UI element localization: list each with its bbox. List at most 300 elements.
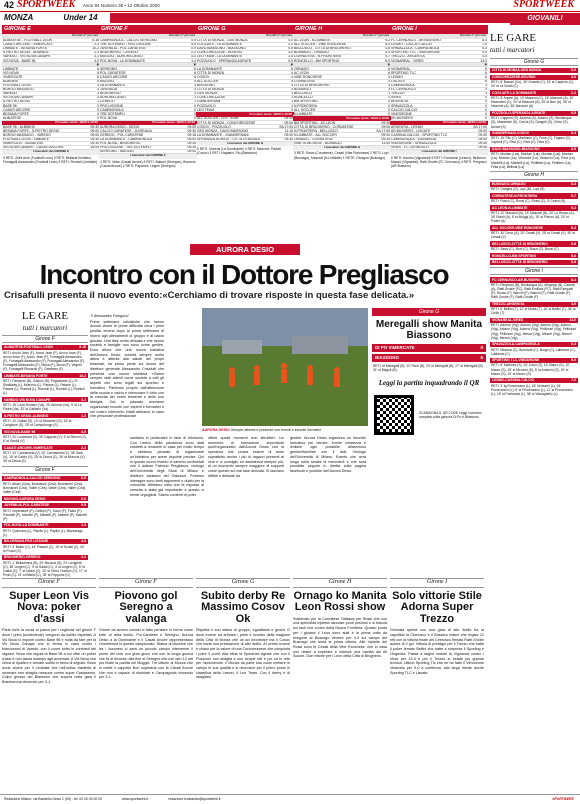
team-points: 3 xyxy=(388,83,390,88)
team-points: 0 xyxy=(388,104,390,108)
team-name: BRUGHERIO xyxy=(100,91,121,96)
girone-results-label: Risultati 2ª giornata xyxy=(293,34,391,39)
next-round-label: Prossimo turno: 18/10 h.10:00 xyxy=(390,121,488,126)
next-match: VIBE RONCHESE - BUSNAGO xyxy=(294,141,342,146)
meregalli-scorers: RETI: st Meregalli (B), 12' Rivoi (B), 20' st Meregalli (B), 27' st Meregalli (B), 31' st Magoli (B). xyxy=(373,364,484,373)
next-time: 09:30 xyxy=(187,145,196,150)
left-girone-label: Girone F xyxy=(2,335,88,343)
team-points: 0 xyxy=(485,116,487,120)
newspaper-logo-right: SPORTWEEK xyxy=(513,0,574,11)
article-column-4 xyxy=(290,436,366,474)
team-points: 0 xyxy=(97,112,99,116)
result-score: 4-0 xyxy=(482,55,487,59)
next-match: BORGO MASSAGO - VAREDO xyxy=(3,133,51,137)
article-kicker: AURORA DESIO xyxy=(190,244,300,255)
result-match: AC LEON - N.LIMBIATE xyxy=(294,38,331,43)
match-scorers: RETI: Quinzano (L), Papilio (L), Papilio (L), Mazzarago (L) xyxy=(3,528,83,537)
next-match: SPERANZA AGRATE - CITTÀ DI MONZA xyxy=(197,137,260,141)
result-match: DAVO BIASSONO - BIASSONO xyxy=(197,46,246,51)
photo-caption xyxy=(202,428,368,432)
match-scorers: RETI: Pergiucci (B), Bevilacqua (A), Mirgiorgi (B), Cairetti (A), Ratti Grodie (FC), Ratti Emiliani (FC), Ratti Esequiel (F), Russo (F), Banchi (F), Banchi (F), Ratti Grodie (F), Ratti Grodie (F), Ratti Grodie (F) xyxy=(491,283,575,300)
story-girone: Girone F xyxy=(99,578,193,588)
match-scorers: RETI: Sassi (C), Boni (C), Buzzi (C), Buzzi (C) xyxy=(491,247,559,252)
page-header xyxy=(0,0,580,12)
next-time: 09:30 xyxy=(187,129,196,133)
team-name: BUSNAGO xyxy=(294,87,311,92)
team-points: 6 xyxy=(485,71,487,75)
team-name: VIGNAREAL xyxy=(391,67,411,71)
next-match: VIS NOVA CANAPE - CASATI ARCORE xyxy=(3,145,64,150)
next-time: 09:30 xyxy=(381,121,390,125)
team-points: 0 xyxy=(194,104,196,108)
team-points: 1 xyxy=(291,104,293,108)
result-match: COGLIATE - LA DOMINANTE xyxy=(197,42,243,47)
match-name: BUSNAGO-ORNAGO xyxy=(492,182,526,187)
next-time: 09:00 xyxy=(478,137,487,141)
match-name: VAREDO-VIS NOVA CANAPE xyxy=(4,397,51,402)
result-score: 0-9 xyxy=(191,38,196,43)
match-score: 0-9 xyxy=(81,476,86,481)
page-number: 42 xyxy=(4,0,15,10)
match-bar xyxy=(490,260,578,265)
team-points: 6 xyxy=(485,75,487,79)
team-name: CASATI ARCORE xyxy=(3,108,31,112)
match-scorers: RETI: 6' Bellini (T), 12' st Motta (T), 16' st Bellini (T), 36' st Cirillo (T) xyxy=(491,307,576,316)
team-points: 6 xyxy=(291,67,293,71)
team-points: 6 xyxy=(194,75,196,79)
next-time: 16:00 xyxy=(90,145,99,150)
match-score: 3-1 xyxy=(81,397,86,402)
team-name: BORGO MASSAGO xyxy=(3,87,34,92)
sidebar-title: LE GARE xyxy=(490,32,537,44)
match-scorers: RETI: Capponi (S), Azzena (S), Adorno (S), Bevilacqua (S), Massimini (S), Cerioli (S), Dangeli (S), Cirico (S), Arzani (S) xyxy=(491,116,572,129)
match-scorers: RETI: Montan (Lat), Montan (Lat), Montan (Lat), Montan (La), Montan (La), Venturini (La), Venturini (La), Riva (La), Mantelli (La), Mantelli (La), Pellittieri (La), Pellitteri (La), Fella (La), Bellinia (La) xyxy=(491,152,576,169)
caption-tag: AURORA DESIO xyxy=(202,428,230,432)
next-time: 09:00 xyxy=(187,149,196,154)
team-points: 3 xyxy=(194,83,196,88)
match-scorers: RETI: Adorno (Vig), Adorno (Vig), Adorno (Vig), Adorno (Vig), Adorno (Vig), Adorno (Vig), Pellizzari (Vig), Pellizzari (Vig), Pellizzari (Vig), Mesori (Vig), Mesori (Vig), Mesori (Vig), Mesori (Vig) xyxy=(491,323,576,340)
scorers-text: 3 RETI: Rossi (Cornatese), Cesati (Vibe Ronchese) 2 RETI: Lupi (Busnago), Mascioli (N.Limbiate) 1 RETE: Ceragna (Busnago) xyxy=(294,151,389,160)
team-points: 0 xyxy=(485,108,487,112)
match-score: 3-0 xyxy=(571,75,576,79)
match-name: CAMPAGNOLA-CALCIO SEREGNO xyxy=(4,476,61,481)
match-score: 9-2 xyxy=(571,205,576,210)
footer-left: Redazione Milano: via Bandello Desio 1 (MI) - tel. 02 00 00 00 00 xyxy=(4,797,103,802)
next-time: 09:00 xyxy=(90,133,99,137)
team-name: ARGENTIA xyxy=(391,100,409,104)
team-name: VIMERCATE xyxy=(3,75,23,79)
result-match: ALL SOCCER - VIBE RONCHESE xyxy=(294,42,347,47)
team-points: 4 xyxy=(291,75,293,79)
result-match: JUVENILIA - POL.CARATESE xyxy=(100,46,146,51)
team-name: BELLUSCO xyxy=(294,91,313,96)
next-time: 11:00 xyxy=(381,141,390,146)
team-points: 4 xyxy=(291,79,293,83)
score-row-1: DI PO VIMERCATE 0 xyxy=(372,344,486,352)
girone-title: GIRONE E xyxy=(2,25,100,34)
match-scorers: RETI: 15' Loza Romero (Va), 20' Amonio (Va), 5' st La Pietra (Va), 20' st Galliano (Va) xyxy=(3,402,82,412)
team-name: BESANA FORTE xyxy=(3,112,29,116)
story-title: Ornago ko Manita Leon Rossi show xyxy=(293,589,387,614)
next-match: ALL SOCCER - LEO TEAM xyxy=(197,117,239,121)
story-block xyxy=(293,578,387,659)
next-match: CALCIO CARATESE - JUVENILIA xyxy=(100,129,152,133)
next-match: ARGENTIA - LESMO xyxy=(391,125,424,129)
match-name: SPAVAZZOLA-CAMPAGNOLA xyxy=(492,342,540,347)
girone-block xyxy=(387,25,488,169)
match-bar xyxy=(490,68,578,73)
team-name: CEREDO xyxy=(100,100,115,104)
match-score: 3-4 xyxy=(571,182,576,187)
category-title: Under 14 xyxy=(63,13,98,22)
team-points: 0 xyxy=(194,116,196,120)
next-match: AURORA DESIO - DESIO xyxy=(100,125,140,129)
match-name: BR.CERIANI-PRO LISSONE xyxy=(4,539,49,544)
team-name: LA DOMINANTE xyxy=(197,67,223,71)
team-points: 1 xyxy=(291,95,293,100)
team-name: FOOTBALL LEON xyxy=(3,83,31,88)
result-match: ALBIATESE - FOOTBALL LEON xyxy=(3,38,52,43)
classifica-table xyxy=(390,67,488,120)
team-name: N.FRONTIERA xyxy=(294,104,317,108)
team-photo xyxy=(202,308,368,426)
team-name: AURORA DESIO xyxy=(100,95,126,100)
team-points: 4 xyxy=(97,79,99,83)
team-name: LISCATE xyxy=(391,79,405,83)
next-time: 09:00 xyxy=(381,125,390,129)
classifica-table xyxy=(99,67,197,120)
result-score: 10-2 xyxy=(92,46,99,51)
team-name: GES MONZA xyxy=(197,91,218,96)
team-points: 6 xyxy=(194,67,196,71)
next-match: FOOTBALL LEON - LIMBIATE xyxy=(3,137,49,141)
next-time: 09:30 xyxy=(90,141,99,146)
result-score: 3-4 xyxy=(385,50,390,55)
team-name: CAMPAGNOLA xyxy=(391,83,415,88)
team-name: LEO TEAM xyxy=(197,108,215,112)
page-footer xyxy=(0,794,580,804)
match-name: FC CERNUSCO-AR.BUSSERO xyxy=(492,277,541,282)
next-time: 09:00 xyxy=(284,133,293,137)
result-match: CORNATESE - N.FRONTIERA xyxy=(294,55,341,59)
team-points: 3 xyxy=(485,91,487,96)
left-scorers xyxy=(2,310,88,578)
match-name: TREZZO-ARGENTIA xyxy=(492,302,525,307)
match-score: 0-0 xyxy=(81,496,86,501)
result-score: 8-4 xyxy=(482,38,487,43)
team-name: LA DOMINANTE xyxy=(100,83,126,88)
next-match: COSOV - POZZUOLO xyxy=(197,125,231,129)
result-score: 3-1 xyxy=(94,55,99,59)
result-match: SPAVAZZOLA - CAMPAGNOLA xyxy=(391,46,439,51)
girone-title: GIRONE F xyxy=(99,25,197,34)
result-match: CAMPAGNOLA - CALCIO SEREGNO xyxy=(100,38,158,43)
match-score: 1-4 xyxy=(81,523,86,528)
next-round-label: Prossimo turno: 18/10 h.10:00 xyxy=(99,121,197,126)
story-title: Piovono gol Seregno a valanga xyxy=(114,589,178,625)
story-girone: Girone G xyxy=(196,578,290,588)
team-name: FC CERNUSCO xyxy=(391,87,416,92)
girone-title: GIRONE I xyxy=(390,25,488,34)
match-name: GIANDERSANI-COSOV xyxy=(492,131,530,136)
sidebar-girone-label: Girone G xyxy=(490,58,578,66)
match-name: RONCELLO-BM SPORTING xyxy=(492,253,537,258)
match-score: 0-0 xyxy=(571,68,576,73)
team-points: 1 xyxy=(194,100,196,104)
next-round-label: Prossimo turno: 18/10 h.10:00 xyxy=(293,116,391,121)
team-name: ALL SOCCER xyxy=(197,79,219,83)
story-girone: Girone I xyxy=(390,578,484,588)
sidebar-subtitle: tutti i marcatori xyxy=(490,45,535,54)
team-points: 0 xyxy=(485,95,487,100)
match-score: 2-3 xyxy=(81,445,86,450)
result-match: CASATI ARCORE - VIMERCATE xyxy=(3,42,53,47)
match-score: 8-4 xyxy=(571,277,576,282)
result-match: CONCOREZZESE - BOVISIO xyxy=(197,50,243,55)
team-name: AR.BUSSERO xyxy=(391,116,414,120)
match-name: ALL SOCCER-VIBE RONCHESE xyxy=(492,225,544,230)
match-scorers: RETI: Arcon Jean (F), Arcon Jean (F), Arcon Jean (F), Arcon Jean (F), Arcon Jean (F), Fumagalli Alessandro (F), Fumagalli Alessandro (F), Fumagalli Alessandro (F), Fumagalli Alessandro (F), Musa (F), Musa (F), Vegeto (F), Fumagalli Riccardo (F), Gambaro (F) xyxy=(3,350,86,371)
match-name: LESMO-CASSINA CALCIO xyxy=(492,378,535,383)
girone-results-label: Risultati 2ª giornata xyxy=(390,34,488,39)
match-score: 4-0 xyxy=(81,429,86,434)
team-points: 3 xyxy=(97,87,99,92)
match-score: 9-0 xyxy=(571,358,576,363)
next-match: CEREDO - POL.CARATESE xyxy=(100,133,144,137)
match-scorers: RETI: 5' Baser (C), 44' Passari (C), 15' st Scusti (C), 40' st Pruzzi (C) xyxy=(3,544,85,553)
team-name: S.PIETRO DESIO xyxy=(3,100,31,104)
meregalli-girone: Girone G xyxy=(372,308,486,316)
next-time: 09:00 xyxy=(284,121,293,125)
story-title: Super Leon Vis Nova: poker d'assi xyxy=(9,589,89,625)
qr-text: SCANSIONA IL QR CODE Leggi il servizio completo sulla gara tra Di Po e Biassono xyxy=(419,411,482,420)
points-label: P xyxy=(387,63,390,67)
team-points: 3 xyxy=(194,87,196,92)
section-title: MONZA xyxy=(4,13,34,22)
next-match: VIMERCATE - ALBIATESE xyxy=(3,141,44,146)
team-points: 1 xyxy=(388,91,390,96)
story-block xyxy=(99,578,193,680)
girone-block xyxy=(290,25,391,161)
result-score: 13-0 xyxy=(480,59,487,63)
points-label: P xyxy=(290,63,293,67)
result-score: 5-3 xyxy=(385,42,390,47)
team-name: VAREDO xyxy=(3,91,18,96)
next-time: 09:00 xyxy=(187,137,196,141)
caption-text: Sempre attenta e presente con eventi e incontri formativi xyxy=(230,428,321,432)
next-round-label: Prossimo turno: 18/10 h.10:00 xyxy=(2,121,100,126)
girone-block xyxy=(96,25,197,169)
next-match: CASSINA CALCIO - SPORTING TLC xyxy=(391,133,448,137)
footer-email[interactable]: redazione.lombardia@sportweek.it xyxy=(168,797,221,802)
match-name: COGLIATE-LA DOMINANTE xyxy=(492,90,537,95)
newspaper-logo: SPORTWEEK xyxy=(17,0,75,11)
match-scorers: RETI: Afrani (Cea), Bonnaroni (Cea), Bonnaroni (Cea), Bonnaroni (Cea), Valter (Cea), Valter (Cea), Valter (Cea), Valter (Cea) xyxy=(3,481,87,494)
points-label: P xyxy=(193,63,196,67)
team-points: 3 xyxy=(485,83,487,88)
scorers-text: 4 RETI: Vatre (Casati Arcore) 3 RETI: Baboni (Seregno), Bonanni (Casati Arcore) 2 RETI: Paparoni, Lingeri (Seregno) xyxy=(100,159,196,168)
match-scorers: RETI: 20' Lowchard (V), 30' Cappola (V), 5' st Simoni (V), 6' st Gentili (V) xyxy=(3,434,87,444)
team-name: POL.NOVA xyxy=(100,116,118,120)
team-points: 3 xyxy=(194,91,196,96)
team-name: ALBIATESE xyxy=(3,116,22,120)
scorers-label: I marcatori del GIRONE F xyxy=(99,154,197,159)
match-score: 5-3 xyxy=(571,225,576,230)
match-score: 5-16 xyxy=(79,345,86,350)
article-byline: ✎ Alessandro Fotrigucci xyxy=(90,314,129,318)
scorers-text: 6 RETI: Adorno (Vignareal) 5 RETI: Fontanesi (Lesmo), Belloroni, Maroni (Vignareal), Ratti Grodie (FC Cernusco) 4 RETI: Pergiucci (AR.Bussero) xyxy=(391,155,487,168)
left-scorers-subtitle: tutti i marcatori xyxy=(22,323,68,332)
next-match: N.FRONTIERA - BELLUSCO xyxy=(294,129,338,133)
team-name: MUGGIÓ xyxy=(100,79,115,83)
team-name: ORNAGO xyxy=(294,67,310,71)
match-name: CORNATESE-N.FRONTIERA xyxy=(492,193,538,198)
article-headline: Incontro con il Dottore Pregliasco xyxy=(39,259,449,290)
scorers-text: 4 RETI: Zeini Amir (Football Leon) 3 RETI: Bellavia Emiliano, Fumagalli Alessandro (Football Leon) 3 RETI: Rumioli (Limbiate) xyxy=(3,155,98,164)
result-score: 2-2 xyxy=(288,42,293,47)
story-block xyxy=(196,578,290,680)
girone-label: Girone H xyxy=(490,171,578,179)
match-name: POL.NOVA-LA DOMINANTE xyxy=(4,523,49,528)
match-name: ALBIATESE-FOOTBALL LEON xyxy=(4,345,53,350)
team-points: 0 xyxy=(388,108,390,112)
result-match: LIMBIATE - BESANA FORTE xyxy=(3,46,48,51)
team-points: 1 xyxy=(97,100,99,104)
story-text: Rispetta il suo status di gruppo, egualitaria e girone G dove invece ad arrivare i primi è scontro della stagione della Città di Monza che va ad incontrare ma il Cosov che inizia una prestazione di alto livello. Al centro invece è chiaro per la valore di una Concorezzese che conquista i primi 3 punti. Alla sfida la Speranza Agrate che con il Pozzuolo non sbaglia e con cinque reti e poi va in rete per l'amichevole. Il Monza da parte sua vuole mettere in campo le sue qualità e si riconosce per il primo posto in classifica della Lesmo, il Leo Team. Con il derby è di sbagliato. xyxy=(196,628,290,680)
team-points: 1 xyxy=(291,91,293,96)
team-points: 3 xyxy=(485,87,487,92)
story-block xyxy=(2,578,96,685)
girone-block xyxy=(193,25,294,157)
match-name: CITTÀ DI MONZA-GES MONZA xyxy=(492,68,542,73)
next-time: 09:30 xyxy=(381,137,390,141)
team-points: 0 xyxy=(388,100,390,104)
match-score: 10-2 xyxy=(79,373,86,378)
team-points: 3 xyxy=(388,87,390,92)
result-score: 1-4 xyxy=(191,59,196,63)
match-scorers: RETI: 12' Mascioli (N), 15' Mascioli (N), 20' Lo Russo (A), 35' Rotoli (A), 5' st Alviggi (A), 15' st Parron (A), 20' st Pulieri (A) xyxy=(491,211,575,224)
next-time: 09:30 xyxy=(478,141,487,146)
next-time: 09:15 xyxy=(187,133,196,137)
match-score: 0-8 xyxy=(571,241,576,246)
result-score: 0-7 xyxy=(385,55,390,59)
result-match: RONCELLO - BM SPORTING xyxy=(294,59,340,63)
team-name: CORNATESE xyxy=(294,79,315,83)
match-name: VIGNAREAL-VIRES xyxy=(492,318,524,323)
story-text: Girone da avvero colossi vi fatto pensare in forma come tutte di altra livello. Pol.Caratese e Seregno, Aurora Desio a la Dominante e il Casati Arcore rappresentano l'eccellenza in questo campionato. Statua di lavorare che tra i lissonesi ci sarà un piccolo campo intervenire il punto del club con gran gioco che con la lunga giuoca che fa di rimonta: alla fine al Seregno che con ben 12 reti più finale la partita nel Muggiò. Tre vittorie al Monza che si mette il cappello Bon superarla con la Casati Arcore che non è capace di rischiare e Campagnola vincendo per 3-1. xyxy=(99,628,193,680)
next-match: LA DOMINANTE - CAMPAGNOLA xyxy=(100,137,152,141)
scorers-label: I marcatori del GIRONE I xyxy=(390,150,488,155)
team-points: 6 xyxy=(97,71,99,75)
next-round-label: Prossimo turno: 18/10 h.10:00 xyxy=(196,112,294,117)
girone-label: Girone I xyxy=(490,267,578,275)
article-column-1 xyxy=(90,314,164,419)
match-score: 0-3 xyxy=(571,342,576,347)
result-score: 0-0 xyxy=(191,55,196,59)
team-points: 0 xyxy=(388,112,390,116)
team-name: SEREGNO xyxy=(100,67,117,71)
article-photo xyxy=(202,308,368,426)
match-bar xyxy=(2,496,88,501)
next-match: CITTÀ DI BRUGHERIO - CORNATESE xyxy=(294,125,354,129)
next-match: SEREGNO - MUGGIÓ xyxy=(100,149,135,154)
result-score: 0-8 xyxy=(385,46,390,51)
match-name: CONCOREZZESE-BOVISIO xyxy=(492,75,536,79)
team-name: ALL SOCCER xyxy=(294,108,316,112)
footer-url[interactable]: www.sportweek.it xyxy=(122,797,149,802)
team-name: POZZUOLO xyxy=(197,104,216,108)
team-name: SPORTING TLC xyxy=(391,71,416,75)
team-name: VIMODRONE xyxy=(391,112,412,116)
team-points: 6 xyxy=(97,75,99,79)
result-match: BELLUSCO - CITTÀ DI BRUGHERIO xyxy=(294,46,351,51)
team-name: CASATI ARCORE xyxy=(100,75,128,79)
team-points: 1 xyxy=(388,95,390,100)
points-label: P xyxy=(96,63,99,67)
scorers-label: I marcatori del GIRONE H xyxy=(293,146,391,151)
result-score: 0-5 xyxy=(288,46,293,51)
result-score: 2-3 xyxy=(94,42,99,47)
match-score: 2-2 xyxy=(571,90,576,95)
team-name: AC LEON xyxy=(294,71,309,75)
scorers-label: I marcatori del GIRONE G xyxy=(196,142,294,147)
match-score: 0-9 xyxy=(571,111,576,116)
result-match: CITTÀ DI MONZA - GES MONZA xyxy=(197,38,248,43)
team-points: 0 xyxy=(485,112,487,116)
next-time: 09:30 xyxy=(284,137,293,141)
team-points: 6 xyxy=(485,67,487,71)
result-score: 0-9 xyxy=(288,59,293,63)
match-name: BELLUSCO-CITTÀ DI BRUGHERIO xyxy=(492,260,548,265)
section-band xyxy=(0,13,580,23)
team-name: SPAVAZZOLA xyxy=(391,104,413,108)
match-score: 0-5 xyxy=(571,147,576,152)
match-scorers: RETI: 1' Belladonna (B), 20' Muracci (B), 24' Lavigletti (C), 38' Lingeri (C), 3' st Gaddi (C), 4' st Lingeri (C), 5' st Gaddi (C), 7' st Gaddi (C), 10' st Tofini, Hudson (C), 17' st Pinto (C), 21' st Bistini (C), 35' st Poppone (C) xyxy=(3,560,87,577)
result-score: 5-16 xyxy=(92,38,99,43)
match-name: JUVENILIA-POL.CARATESE xyxy=(4,503,50,508)
team-points: 0 xyxy=(97,108,99,112)
match-scorers: RETI: Imperatore (P), Dellepi (P), Socci (P), Fabio (P), Pandolfi (P), Manetti (P), Manetti (P), Manetti (P), Manetti (P) xyxy=(3,508,87,521)
team-points: 1 xyxy=(194,95,196,100)
left-entries xyxy=(2,345,88,578)
match-scorers: RETI: 8' Martinez (S), 10' Zucci (S), 15' Mauro (S), 20' Mauro (S), 25' st Nicolosi (S), 5' st Antonini (S), 15' st Mauro (S), 20' st Mauro (S) xyxy=(491,363,570,376)
match-score: 7-0 xyxy=(571,378,576,383)
match-name: S.PIETRO DESIO-ALBINESI xyxy=(4,413,49,418)
match-name: CASATI ARCORE-VIMERCATE xyxy=(4,445,53,450)
next-match: AR.BUSSERO - LISCATE xyxy=(391,129,431,133)
result-score: 9-0 xyxy=(482,50,487,55)
team-name: VIS NOVA CANAPE xyxy=(3,95,34,100)
next-match: CAMPAGNOLA - VIGNAREAL xyxy=(391,137,437,141)
match-score: 0-7 xyxy=(571,193,576,198)
result-match: POL.NOVA - LA DOMINANTE xyxy=(100,59,146,63)
match-name: LIMBIATE-BESANA FORTE xyxy=(4,373,48,378)
next-time: 09:00 xyxy=(478,129,487,133)
match-name: AC LEON-N.LIMBIATE xyxy=(492,205,528,210)
next-match: BM SPORTING - AC LEON xyxy=(294,121,336,125)
girone-results-label: Risultati 2ª giornata xyxy=(99,34,197,39)
team-points: 0 xyxy=(485,104,487,108)
result-score: 1-4 xyxy=(288,55,293,59)
team-name: POL.CARATESE xyxy=(100,71,126,75)
qr-code-icon[interactable] xyxy=(374,395,414,435)
team-points: 0 xyxy=(291,108,293,112)
team-points: 0 xyxy=(97,104,99,108)
next-time: 09:30 xyxy=(478,133,487,137)
match-name: MUGGIÓ-AURORA DESIO xyxy=(4,496,46,501)
match-scorers: RETI: Passerini (B), Galloro (B), Pappalardo (L), El Shaikawy (L), Mutrovic (L), Patane (L), Patane (L), Patane (L), Rumioli (L), Rumioli (L), Rumioli (L), Rumioli (L) xyxy=(3,378,85,396)
article-text-2: sanitario in particolare in fase di infortunio. Con l'arrivo della pandemia sono stati costretti a rimanere in casa per molto tempo e abbiamo pensato di organizzare un'iniziativa per avere risposte precise. Qui in questo nuovo evento ci saremo confrontati con il dottore Fabrizio Pregliasco, virologo dell'Università degli Studi di Milano e direttore sanitario del Galeazzi. Potremo interagire sono tanti argomenti e dubbi per la comunità. Abbiamo visto che la risposta di crescita è stata già importante e questo ci rende orgogliosi. Siamo contenti di poter xyxy=(130,436,204,497)
